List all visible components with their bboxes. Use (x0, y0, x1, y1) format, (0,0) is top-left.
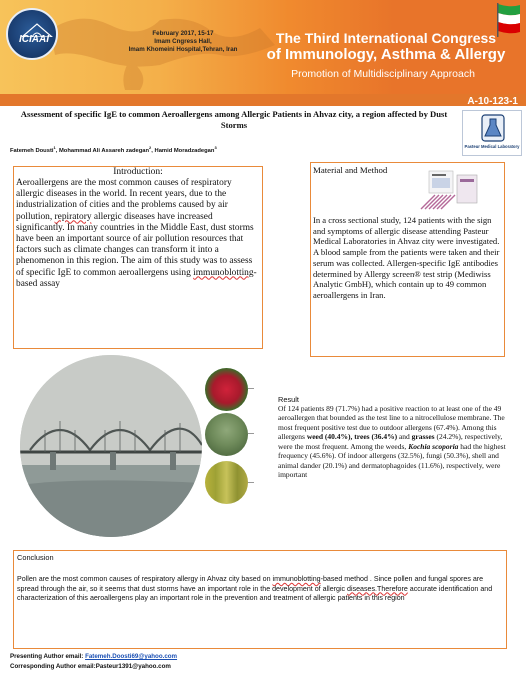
result-text-part: had the highest frequency (45.6%). Of indoor allergens (32.5%), fungi (50.3%), shell and animal dander (20.1%) and dermatophagoides (11.6%), respectively, were important (278, 441, 506, 480)
introduction-box (13, 166, 263, 349)
author-affiliation: 3 (214, 145, 217, 150)
intro-text-part: allergic diseases have increased significantly. In many countries in the Middle East, dust storms have been an important source of air pollution resources that factors such as climate changes can transform it into a phenomenon in this region. The aim of this study was to assess of specific IgE to common aeroallergens using (16, 211, 254, 278)
iran-flag-icon (496, 2, 522, 38)
material-method-box (310, 162, 505, 357)
material-text: In a cross sectional study, 124 patients with the sign and symptoms of allergic disease attending Pasteur Medical Laboratories in Ahvaz city were investigated. A blood sample from the patients were taken and their serum was collected. Allergen-specific IgE antibodies determined by Allergy screen® test strip (Mediwiss Analytic GmbH), which contain up to 49 common aeroallergens in Iran. (313, 215, 500, 300)
result-section (278, 396, 506, 527)
result-text (278, 404, 506, 480)
intro-text-part: repiratory (54, 211, 92, 222)
conference-hall: Imam Cngress Hall, (154, 38, 212, 45)
conference-location: Imam Khomeini Hospital,Tehran, Iran (128, 46, 238, 53)
tree-photo (205, 413, 248, 456)
conclusion-text-part: accurate identification and characterization of this aeroallergens play an important role in the prevention and treatment of allergic patients in this region (17, 584, 493, 603)
conference-date-venue (118, 30, 248, 54)
introduction-text (16, 178, 260, 290)
result-text-part: Of 124 patients 89 (71.7%) had a positive reaction to at least one of the 49 aeroallergen that bounded as the test line to a nitrocellulose membrane. The most frequent positive test due to outdoor allergens (67.4%). Among this allergens (278, 404, 505, 442)
author-name: Hamid Moradzadegan (154, 147, 215, 154)
author-name: Mohammad Ali Assareh zadegan (58, 147, 150, 154)
test-kit-image (415, 169, 485, 211)
conclusion-text-part: -based method . Since pollen and fungal spores are spread through the air, so it seems that dust storms have an important role in the development of allergic (17, 575, 484, 593)
conclusion-heading: Conclusion (17, 553, 54, 562)
author-affiliation: 2 (149, 145, 152, 150)
presenting-author-line (10, 652, 177, 662)
intro-text-part: immunoblotting (193, 267, 254, 278)
connector-line (248, 482, 254, 483)
corresponding-author-line (10, 662, 177, 672)
result-heading: Result (278, 395, 299, 404)
contact-info (10, 652, 177, 672)
intro-text-part: -based assay (16, 267, 257, 289)
conclusion-text (17, 575, 503, 604)
conference-title (248, 30, 524, 64)
author-name: Fatemeh Dousti (10, 147, 54, 154)
lab-name: Pasteur Medical Laboratory (464, 144, 520, 149)
conference-title-line2: of Immunology, Asthma & Allergy (266, 46, 506, 63)
conference-title-line1: The Third International Congress (275, 30, 497, 46)
result-emphasis: grasses (411, 432, 435, 442)
dust-storm-city-photo (20, 355, 202, 537)
result-text-part: and (397, 432, 412, 442)
conclusion-text-part: diseases.Therefore (347, 584, 408, 593)
conference-header (0, 0, 526, 94)
author-list: Fatemeh Dousti$^1$, Mohammad Ali Assareh zadegan$^2$, Hamid Moradzadegan$^3$ (10, 145, 217, 154)
weed-flower-photo (205, 368, 248, 411)
lab-logo (462, 110, 522, 156)
material-heading: Material and Method (313, 165, 388, 175)
poster-code: A-10-123-1 (467, 96, 518, 107)
corresponding-author-email[interactable]: Pasteur1391@yahoo.com (95, 663, 171, 670)
presenting-author-label: Presenting Author email: (10, 653, 86, 660)
bridge-photo-graphic (20, 355, 202, 537)
poster-title: Assessment of specific IgE to common Aeroallergens among Allergic Patients in Ahvaz city, a region affected by Dust Storms (20, 109, 448, 130)
author-affiliation: 1 (53, 145, 56, 150)
conference-logo (6, 8, 58, 60)
connector-line (248, 433, 254, 434)
result-text-part: (24.2%), respectively, were the most frequent. Among the weeds, (278, 432, 503, 451)
conclusion-box (13, 550, 507, 649)
conference-date: February 2017, 15-17 (152, 30, 214, 37)
logo-text: ICIAAI (19, 34, 49, 45)
conclusion-text-part: immunoblotting (272, 575, 321, 583)
code-bar (0, 94, 526, 106)
presenting-author-email-link[interactable]: Fatemeh.Doosti69@yahoo.com (85, 653, 178, 660)
result-species: Kochia scoporia (408, 441, 459, 451)
connector-line (248, 388, 254, 389)
flask-icon (481, 114, 505, 142)
result-emphasis: weed (40.4%), trees (36.4%) (306, 432, 398, 442)
conference-subtitle: Promotion of Multidisciplinary Approach (291, 68, 475, 80)
introduction-heading: Introduction: (113, 167, 163, 177)
grass-photo (205, 461, 248, 504)
corresponding-author-label: Corresponding Author email: (10, 663, 96, 670)
intro-text-part: Aeroallergens are the most common causes of respiratory allergic diseases in the world. In recent years, due to the industrialization of cities and the problems caused by air pollution, (16, 178, 232, 222)
conclusion-text-part: Pollen are the most common causes of respiratory allergy in Ahvaz city based on (17, 575, 273, 583)
